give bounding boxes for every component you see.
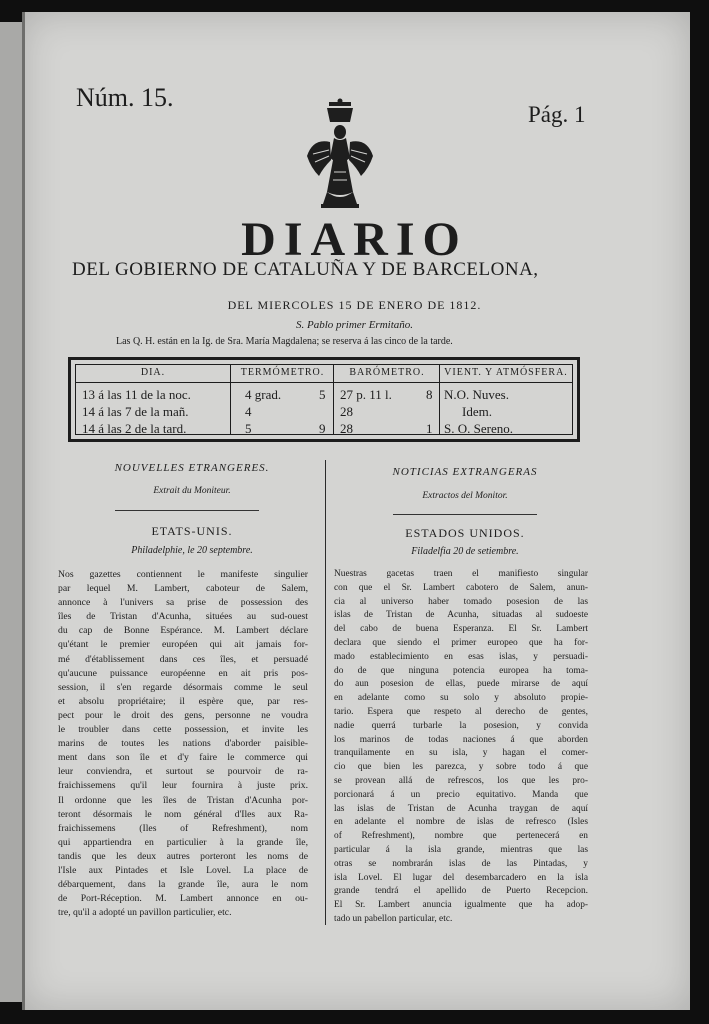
issue-date: DEL MIERCOLES 15 DE ENERO DE 1812. [227,298,482,312]
spanish-article-body [334,568,588,927]
newspaper-subtitle: DEL GOBIERNO DE CATALUÑA Y DE BARCELONA, [72,259,539,280]
qh-notice: Las Q. H. están en la Ig. de Sra. María Magdalena; se reserva á las cinco de la tarde. [116,336,453,347]
article-line: îles de Tristan d'Acunha, situées au sud-ouest [58,611,308,623]
page-spine [22,12,25,1010]
weather-cell: S. O. Sereno. [444,421,513,436]
weather-cell: 28 [340,404,353,419]
article-line: con que el Sr. Lambert cabotero de Salem, anun- [334,582,588,593]
weather-col-term [230,365,334,434]
article-line: cio que bien les parezca, y sobre todo á que [334,762,588,773]
weather-cell: Idem. [462,404,492,419]
article-line: tario. Espera que respeto al derecho de gentes, [334,706,588,717]
column-divider [325,460,326,925]
article-line: islas de Tristan de Acunha, situadas al sudoeste [334,610,588,621]
french-section-title: NOUVELLES ETRANGERES. [114,462,270,474]
weather-cell: N.O. Nuves. [444,387,509,402]
weather-cell: 9 [319,421,326,436]
article-line: tado un pabellon particular, etc. [334,913,453,924]
article-line: declara que siendo el primer europeo que ha for- [334,637,588,648]
weather-cell: 8 [426,387,433,402]
article-line: fraichissemens (Iles of Refreshment), nom [58,822,308,834]
article-line: ment dans son île et d'y faire le commerce qui [58,752,308,764]
article-line: en adelante el nombre de islas de refresco (Isles [334,817,588,828]
article-line: Nuestras gacetas traen el manifiesto singular [334,569,588,579]
article-line: par lequel M. Lambert, caboteur de Salem, [58,583,308,595]
newspaper-title: DIARIO [241,213,468,266]
weather-cell: 13 á las 11 de la noc. [82,387,191,402]
weather-header-term: TERMÓMETRO. [240,367,325,378]
spanish-section-title: NOTICIAS EXTRANGERAS [392,466,538,478]
article-line: pect pour le droit des gens, personne ne voudra [58,709,308,721]
article-line: qui appartiendra en particulier à la grande île, [58,836,308,848]
weather-cell: 4 grad. [245,387,282,402]
saint-of-day: S. Pablo primer Ermitaño. [295,319,414,331]
article-line: débarquement, dans la grande île, aura le nom [58,879,308,891]
article-line: isla Lovel. El lugar del desembarcadero en la isla [334,872,588,883]
article-line: se provean allá de refrescos, los que les pro- [334,775,588,786]
weather-header-baro: BARÓMETRO. [349,367,425,378]
article-line: las islas de Tristan de Acunha traygan de aquí [334,803,588,814]
article-line: en adelante como su solo y absoluto propie- [334,693,588,704]
weather-cell: 14 á las 7 de la mañ. [82,404,189,419]
article-line: leur conviendra, et surtout se pourvoir de ra- [58,766,308,778]
article-line: qu'étant le premier européen qui ait jamais for- [58,639,308,651]
article-line: particular á la isla grande, mientras que las [334,844,588,855]
article-line: cia al universo haber tomado posesion de las [334,596,588,607]
french-heading: ETATS-UNIS. [151,524,233,538]
book-left-edge [0,22,22,1002]
french-extract: Extrait du Moniteur. [153,486,231,496]
article-line: porcionará á un precio equitativo. Manda que [334,789,588,800]
article-line: annonce à l'univers sa prise de possession des [58,597,308,609]
article-line: Il ordonne que les îles de Tristan d'Acunha por- [58,794,308,806]
weather-col-dia [76,365,230,434]
weather-cell: 27 p. 11 l. [340,387,392,402]
weather-col-viento [439,365,572,434]
weather-col-baro [333,365,440,434]
article-line: grande tendrá el apellido de Puerto Recepcion. [334,886,588,897]
article-line: qu'aucune puissance européenne en ait pris pos- [58,667,308,679]
article-line: do de que ninguna potencia europea ha toma- [334,665,588,676]
spanish-divider [393,514,537,515]
weather-header-dia: DIA. [140,367,166,378]
article-line: los marinos de todas naciones á que aborden [334,734,588,745]
french-divider [115,510,259,511]
weather-cell: 14 á las 2 de la tard. [82,421,187,436]
article-line: Nos gazettes contiennent le manifeste singulier [58,569,308,580]
weather-table [68,357,580,442]
article-line: otras se nombrarán islas de las Pintadas, y [334,858,588,869]
article-line: du cap de Bonne Espérance. M. Lambert déclare [58,625,308,637]
article-line: le troubler dans cette possession, et invite les [58,724,308,736]
article-line: tandis que les deux autres porteront les noms de [58,850,308,862]
article-line: et absolu propriétaire; il espère que, par res- [58,695,308,707]
weather-cell: 4 [245,404,252,419]
weather-header-viento: VIENT. Y ATMÓSFERA. [444,367,568,378]
french-dateline: Philadelphie, le 20 septembre. [131,545,253,556]
french-article-body [58,568,308,920]
page-number: Pág. 1 [528,102,586,127]
weather-cell: 1 [426,421,433,436]
article-line: session, il s'en regarde désormais comme le seul [58,681,308,693]
article-line: fraichissemens qu'il leur fournira à juste prix. [58,780,308,792]
crowned-eagle-emblem-icon [303,98,377,216]
spanish-extract: Extractos del Monitor. [422,491,508,501]
article-line: mado establecimiento en esas islas, y persuadi- [334,651,588,662]
article-line: of Refreshment), nombre que pertenecerá en [334,831,588,842]
article-line: teront désormais le nom général d'Iles aux Ra- [58,808,308,820]
article-line: l'Isle aux Pintades et Isle Lovel. La place de [58,864,308,876]
article-line: del cabo de buena Esperanza. El Sr. Lambert [334,624,588,635]
article-line: El Sr. Lambert anuncia igualmente que ha adop- [334,900,588,911]
spanish-dateline: Filadelfia 20 de setiembre. [411,546,519,557]
article-line: nadie querrá turbarle la posesion, y convida [334,720,588,731]
weather-cell: 5 [319,387,326,402]
article-line: tranquilamente en su isla, y hagan el comer- [334,748,588,759]
issue-number: Núm. 15. [76,83,174,112]
article-line: mé d'établissement dans ces îles, et persuadé [58,653,308,665]
article-line: tre, qu'il a adopté un pavillon particulier, etc. [58,907,232,919]
article-line: marins de toutes les nations d'aborder paisible- [58,738,308,750]
spanish-heading: ESTADOS UNIDOS. [405,526,525,540]
article-line: do aun posesion de ellas, puede mirarse de aquí [334,679,588,690]
article-line: de Port-Réception. M. Lambert annonce en ou- [58,893,308,905]
weather-cell: 28 [340,421,353,436]
weather-cell: 5 [245,421,252,436]
